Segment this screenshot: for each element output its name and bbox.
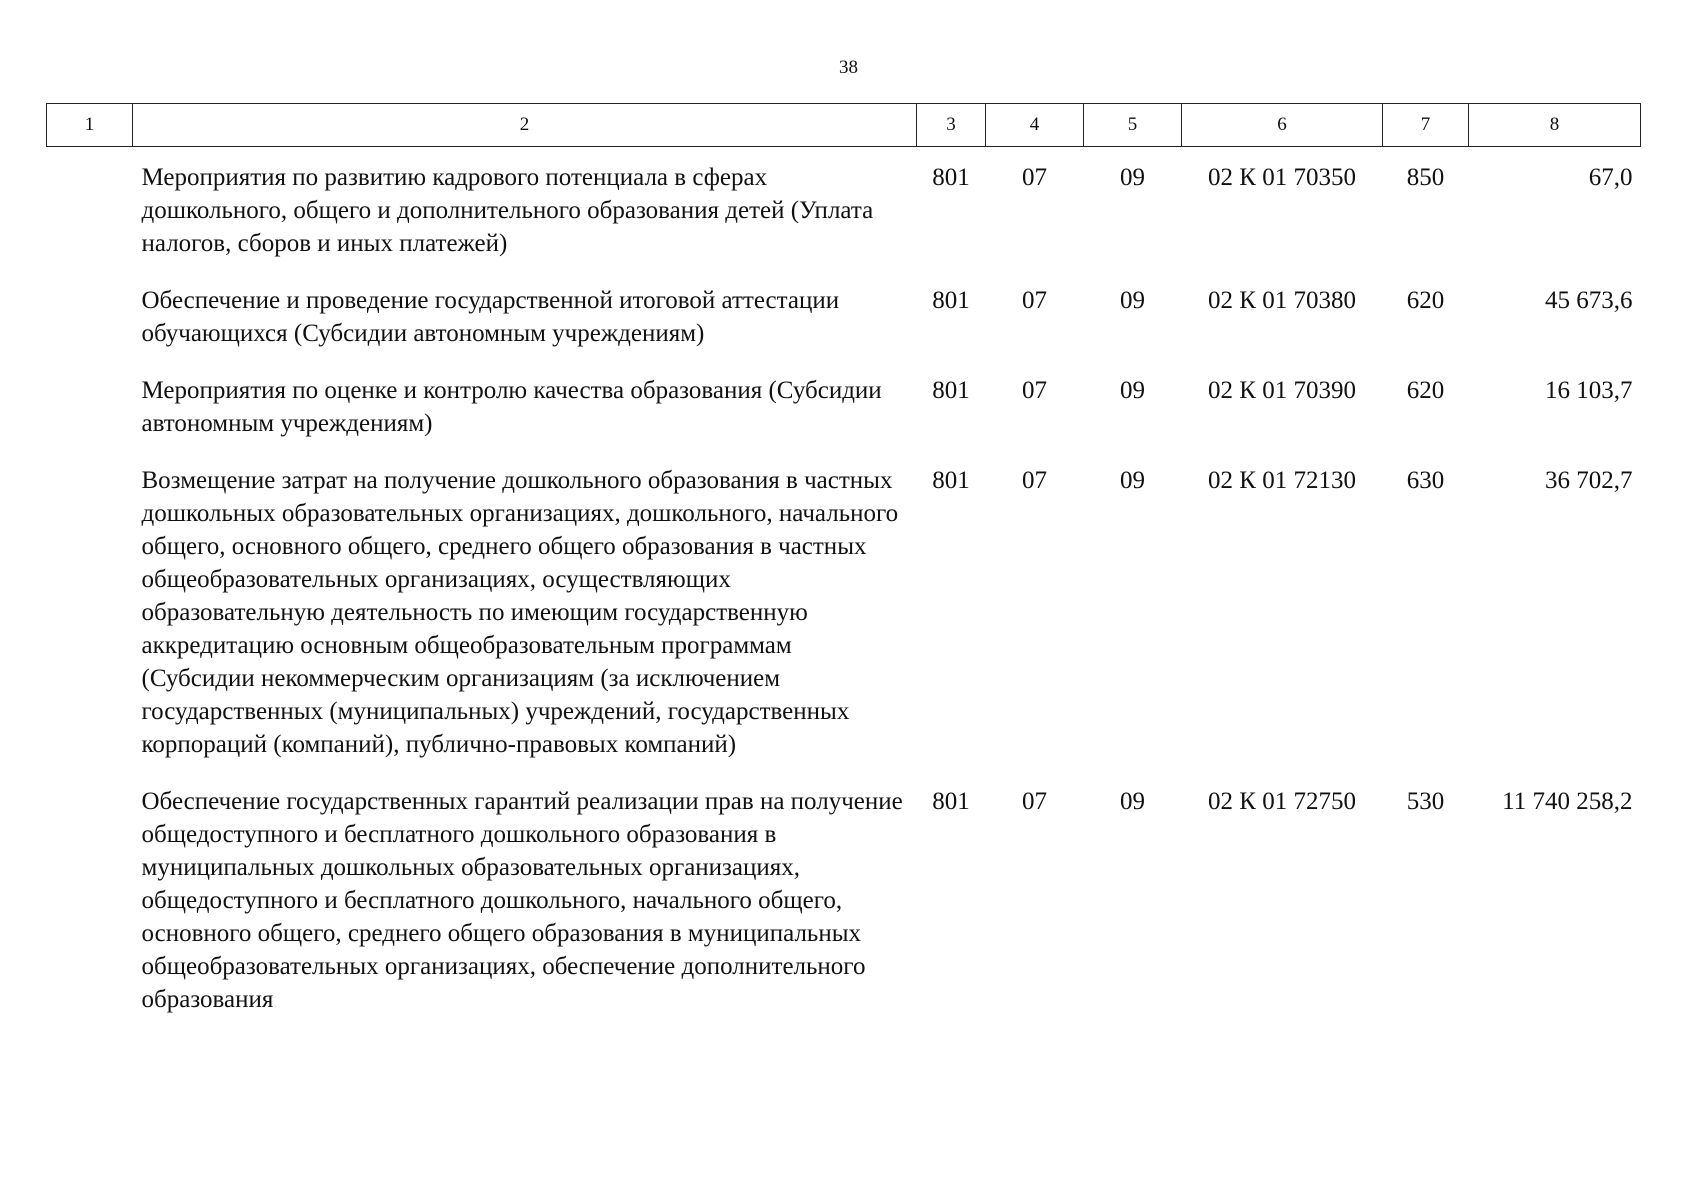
row-col-1 [47, 366, 133, 456]
row-section: 07 [1022, 164, 1047, 191]
row-description: Обеспечение государственных гарантий реализации прав на получение общедоступного и бесплатного дошкольного образования в муниципальных дошкольных образовательных организациях, общедоступного и бесплатного дошкольного, начального общего, основного общего, среднего общего образования в муниципальных общеобразовательных организациях, обеспечение дополнительного образования [141, 788, 903, 1013]
row-description: Мероприятия по оценке и контролю качества образования (Субсидии автономным учреждениям) [141, 377, 882, 437]
row-section: 07 [1022, 287, 1047, 314]
row-subsection: 09 [1120, 287, 1145, 314]
row-subsection: 09 [1120, 377, 1145, 404]
row-expense-type: 530 [1406, 788, 1445, 815]
row-admin-code: 801 [932, 788, 970, 815]
row-expense-type: 620 [1406, 287, 1445, 314]
header-col-5: 5 [1084, 104, 1182, 147]
row-section: 07 [1022, 467, 1047, 494]
header-row [47, 104, 1641, 147]
header-col-6: 6 [1182, 104, 1383, 147]
row-description: Возмещение затрат на получение дошкольного образования в частных дошкольных образовательных организациях, дошкольного, начального общего, основного общего, среднего общего образования в частных общеобразовательных организациях, осуществляющих образовательную деятельность по имеющим государственную аккредитацию основным общеобразовательным программам (Субсидии некоммерческим организациям (за исключением государственных (муниципальных) учреждений, государственных корпораций (компаний), публично-правовых компаний) [141, 467, 899, 758]
budget-table [46, 103, 1641, 1032]
row-expense-type: 850 [1406, 164, 1445, 191]
table-row [47, 366, 1641, 456]
row-col-1 [47, 147, 133, 277]
header-col-4: 4 [986, 104, 1084, 147]
row-admin-code: 801 [932, 164, 970, 191]
row-target-article: 02 К 01 70350 [1208, 164, 1356, 191]
table-row [47, 456, 1641, 777]
row-section: 07 [1022, 788, 1047, 815]
row-admin-code: 801 [932, 377, 970, 404]
row-col-1 [47, 276, 133, 366]
row-description: Мероприятия по развитию кадрового потенциала в сферах дошкольного, общего и дополнительного образования детей (Уплата налогов, сборов и иных платежей) [141, 164, 874, 257]
row-target-article: 02 К 01 70390 [1208, 377, 1356, 404]
row-expense-type: 620 [1406, 377, 1445, 404]
row-target-article: 02 К 01 70380 [1208, 287, 1356, 314]
header-col-7: 7 [1383, 104, 1469, 147]
row-target-article: 02 К 01 72130 [1208, 467, 1356, 494]
row-subsection: 09 [1120, 467, 1145, 494]
header-col-2: 2 [133, 104, 917, 147]
row-subsection: 09 [1120, 164, 1145, 191]
row-amount: 11 740 258,2 [1502, 788, 1633, 815]
row-expense-type: 630 [1406, 467, 1445, 494]
page-number: 38 [839, 57, 858, 78]
header-col-1: 1 [47, 104, 133, 147]
header-col-3: 3 [917, 104, 986, 147]
row-subsection: 09 [1120, 788, 1145, 815]
row-amount: 36 702,7 [1545, 467, 1633, 494]
table-row [47, 777, 1641, 1032]
table-body [47, 147, 1641, 1033]
row-admin-code: 801 [932, 467, 970, 494]
row-amount: 16 103,7 [1545, 377, 1633, 404]
table-row [47, 147, 1641, 277]
row-target-article: 02 К 01 72750 [1208, 788, 1356, 815]
row-col-1 [47, 777, 133, 1032]
table-header [47, 104, 1641, 147]
row-admin-code: 801 [932, 287, 970, 314]
row-amount: 67,0 [1588, 164, 1633, 191]
row-description: Обеспечение и проведение государственной итоговой аттестации обучающихся (Субсидии автономным учреждениям) [141, 287, 840, 347]
table-row [47, 276, 1641, 366]
row-col-1 [47, 456, 133, 777]
row-section: 07 [1022, 377, 1047, 404]
row-amount: 45 673,6 [1545, 287, 1633, 314]
header-col-8: 8 [1469, 104, 1641, 147]
